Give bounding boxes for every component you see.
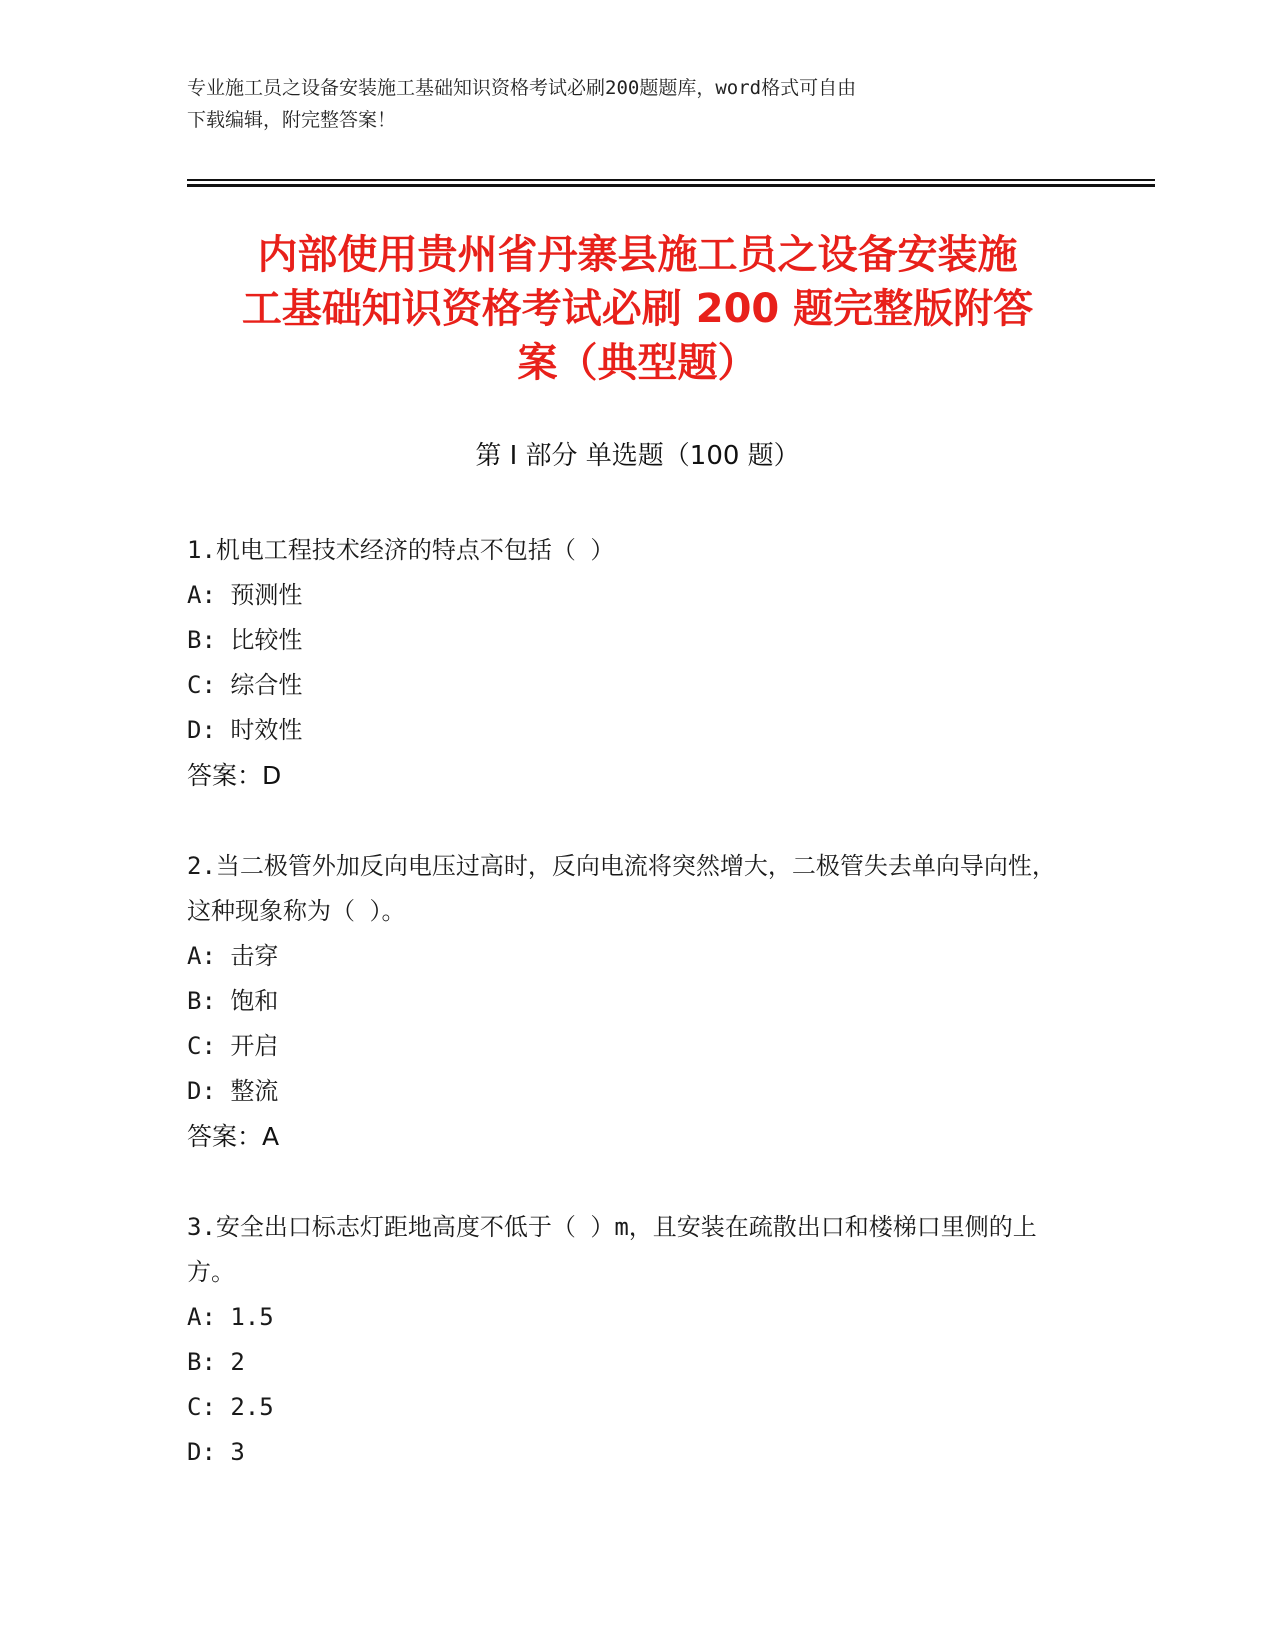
option-a: A: 1.5 xyxy=(187,1303,274,1331)
document-title-line-2: 工基础知识资格考试必刷 200 题完整版附答 xyxy=(241,286,1034,332)
answer-text: 答案：D xyxy=(187,761,282,790)
header-note-line-2: 下载编辑，附完整答案！ xyxy=(187,109,397,131)
question-list xyxy=(187,528,1067,1521)
header-divider-thin xyxy=(187,179,1155,181)
option-b: B: 饱和 xyxy=(187,987,279,1015)
question-stem: 3.安全出口标志灯距地高度不低于（ ）m，且安装在疏散出口和楼梯口里侧的上方。 xyxy=(187,1213,1037,1286)
header-note xyxy=(187,72,1087,136)
question-stem: 1.机电工程技术经济的特点不包括（ ） xyxy=(187,536,615,564)
option-b: B: 2 xyxy=(187,1348,245,1376)
question-3 xyxy=(187,1205,1067,1475)
question-1 xyxy=(187,528,1067,798)
question-2 xyxy=(187,844,1067,1159)
header-divider-thick xyxy=(187,184,1155,187)
section-title: 第 I 部分 单选题（100 题） xyxy=(475,441,800,471)
header-note-line-1: 专业施工员之设备安装施工基础知识资格考试必刷200题题库，word格式可自由 xyxy=(187,77,857,99)
option-a: A: 预测性 xyxy=(187,581,303,609)
option-a: A: 击穿 xyxy=(187,942,279,970)
document-title-line-1: 内部使用贵州省丹寨县施工员之设备安装施 xyxy=(257,232,1018,278)
answer-text: 答案：A xyxy=(187,1122,280,1151)
question-stem: 2.当二极管外加反向电压过高时，反向电流将突然增大，二极管失去单向导向性，这种现象称为（ ）。 xyxy=(187,852,1056,925)
option-d: D: 3 xyxy=(187,1438,245,1466)
option-d: D: 时效性 xyxy=(187,716,303,744)
option-c: C: 综合性 xyxy=(187,671,303,699)
option-d: D: 整流 xyxy=(187,1077,279,1105)
option-c: C: 2.5 xyxy=(187,1393,274,1421)
document-title xyxy=(180,228,1095,390)
option-b: B: 比较性 xyxy=(187,626,303,654)
option-c: C: 开启 xyxy=(187,1032,279,1060)
document-title-line-3: 案（典型题） xyxy=(517,340,758,386)
